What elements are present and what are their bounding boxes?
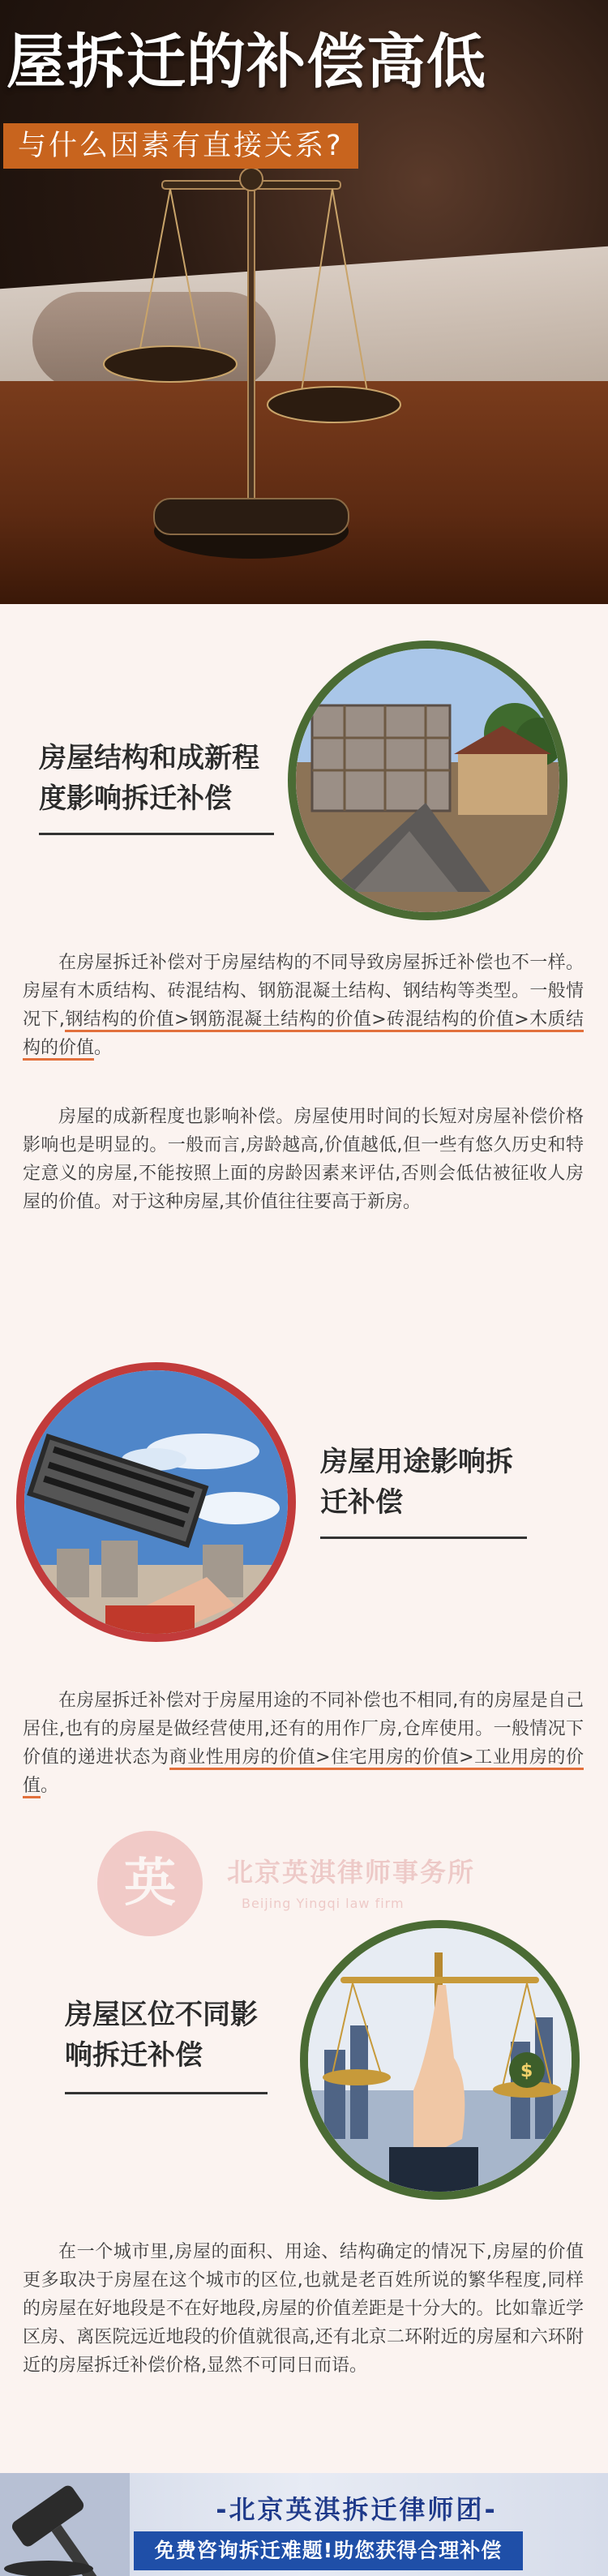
svg-text:$: $ (520, 2061, 533, 2081)
section-title-rule (65, 2092, 268, 2094)
section-title-line: 房屋区位不同影 (65, 1999, 258, 2031)
page-title: 屋拆迁的补偿高低 (6, 28, 486, 96)
highlighted-text: 商业性用房的价值>住宅用房的价值>工业用房的价值 (23, 1747, 584, 1798)
section-usage-text (23, 1687, 584, 1800)
paragraph (23, 2238, 584, 2380)
section-title-rule (320, 1537, 527, 1539)
justice-scale-icon (89, 158, 495, 564)
gavel-icon (0, 2473, 130, 2576)
footer-banner (0, 2473, 608, 2576)
footer-title: -北京英淇拆迁律师团- (216, 2494, 498, 2525)
paragraph-text: 。 (41, 1776, 59, 1796)
section-title-line: 迁补偿 (320, 1486, 403, 1519)
page-subtitle: 与什么因素有直接关系? (3, 123, 358, 169)
section-title-usage (320, 1442, 513, 1523)
section-structure-text-2 (23, 1103, 584, 1216)
section-structure-text-1 (23, 949, 584, 1062)
section-title-line: 房屋结构和成新程 (39, 742, 259, 774)
paragraph-text: 。 (94, 1038, 113, 1058)
section-location-text (23, 2238, 584, 2380)
abacus-city-photo (16, 1362, 296, 1642)
section-title-line: 度影响拆迁补偿 (39, 782, 232, 815)
scale-city-photo (300, 1920, 580, 2200)
paragraph-text: 房屋的成新程度也影响补偿。房屋使用时间的长短对房屋补偿价格影响也是明显的。一般而言,房龄越高,价值越低,但一些有悠久历史和特定意义的房屋,不能按照上面的房龄因素来评估,否则会低估被征收人房屋的价值。对于这种房屋,其价值往往要高于新房。 (23, 1107, 584, 1212)
building-demolition-icon (296, 649, 559, 912)
consult-banner[interactable]: 免费咨询拆迁难题!助您获得合理补偿 (134, 2531, 523, 2570)
section-title-line: 响拆迁补偿 (65, 2039, 203, 2072)
paragraph (23, 1103, 584, 1216)
paragraph (23, 1687, 584, 1800)
highlighted-text: 钢结构的价值>钢筋混凝土结构的价值>砖混结构的价值>木质结构的价值 (23, 1009, 584, 1061)
abacus-icon (24, 1370, 288, 1634)
law-firm-english-name: Beijing Yingqi law firm (242, 1896, 405, 1911)
construction-site-photo (288, 641, 567, 920)
hero-banner (0, 0, 608, 604)
paragraph-text: 在一个城市里,房屋的面积、用途、结构确定的情况下,房屋的价值更多取决于房屋在这个城市的区位,也就是老百姓所说的繁华程度,同样的房屋在好地段是不在好地段,房屋的价值差距是十分大的。比如靠近学区房、离医院远近地段的价值就很高,还有北京二环附近的房屋和六环附近的房屋拆迁补偿价格,显然不可同日而语。 (23, 2242, 584, 2376)
section-title-location (65, 1995, 258, 2076)
law-firm-name: 北京英淇律师事务所 (227, 1857, 476, 1888)
section-title-line: 房屋用途影响拆 (320, 1446, 513, 1478)
section-title-rule (39, 833, 274, 835)
paragraph (23, 949, 584, 1062)
paragraph-text: 在房屋拆迁补偿对于房屋用途的不同补偿也不相同,有的房屋是自己居住,也有的房屋是做经营使用,还有的用作厂房,仓库使用。一般情况下价值的递进状态为 (23, 1691, 584, 1768)
section-title-structure (39, 738, 259, 819)
paragraph-text: 在房屋拆迁补偿对于房屋结构的不同导致房屋拆迁补偿也不一样。房屋有木质结构、砖混结构、钢筋混凝土结构、钢结构等类型。一般情况下, (23, 953, 584, 1030)
law-firm-logo-icon: 英 (97, 1831, 203, 1936)
scale-dollar-icon (308, 1928, 572, 2192)
